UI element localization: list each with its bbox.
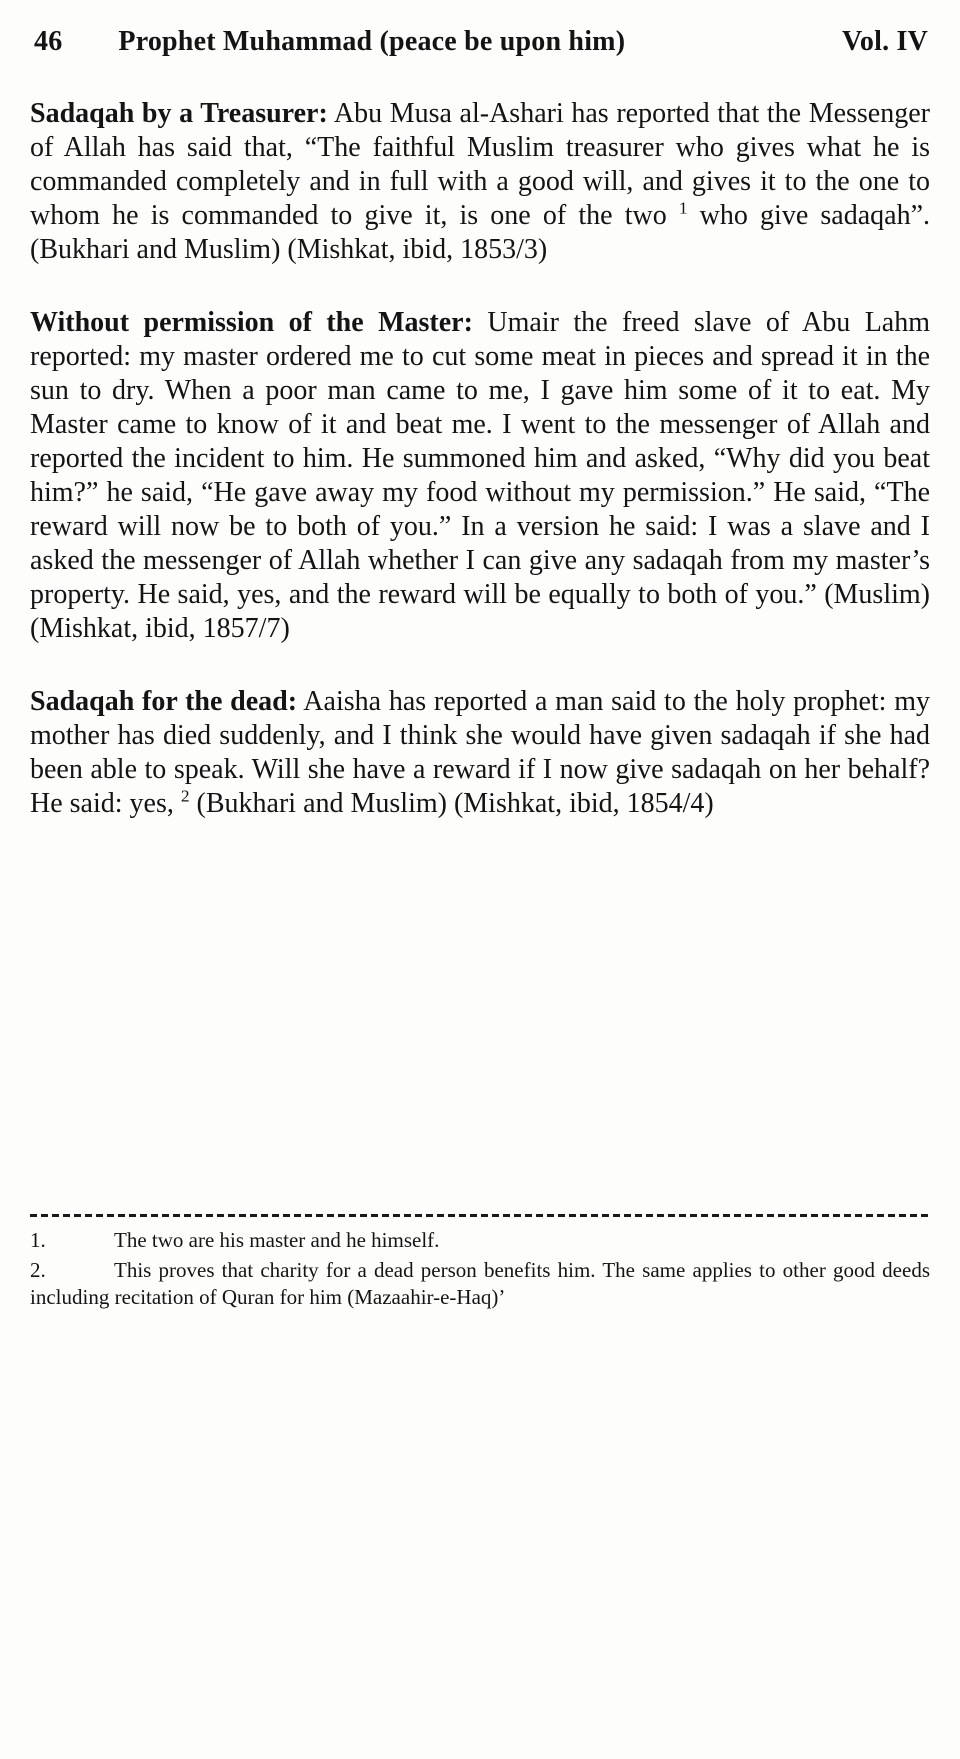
paragraph-text: Umair the freed slave of Abu Lahm reported: my master ordered me to cut some meat in pieces and spread it in the sun to dry. When a poor man came to me, I gave him some of it to eat. My Master came to know of it and beat me. I went to the messenger of Allah and reported the incident to him. He summoned him and asked, “Why did you beat him?” he said, “He gave away my food without my permission.” He said, “The reward will now be to both of you.” In a version he said: I was a slave and I asked the messenger of Allah whether I can give any sadaqah from my master’s property. He said, yes, and the reward will be equally to both of you.” (Muslim) (Mishkat, ibid, 1857/7): [30, 307, 931, 644]
paragraph-without-permission: [30, 306, 930, 646]
footnote-divider: [30, 1214, 930, 1217]
footnote-text: This proves that charity for a dead person benefits him. The same applies to other good deeds including recitation of Quran for him (Mazaahir-e-Haq)’: [30, 1258, 930, 1309]
page-number: 46: [34, 26, 63, 57]
footnote-2: [30, 1257, 930, 1311]
footnote-ref-2: 2: [180, 786, 190, 806]
page-header: [0, 0, 960, 58]
footnote-text: The two are his master and he himself.: [114, 1228, 440, 1252]
volume-label: Vol. IV: [842, 26, 928, 57]
paragraph-lead: Without permission of the Master:: [30, 307, 473, 338]
footnote-number: 1.: [30, 1228, 46, 1252]
paragraph-text: Aaisha has reported a man said to the holy prophet: my mother has died suddenly, and I think she would have given sadaqah if she had been able to speak. Will she have a reward if I now give sadaqah on her behalf? He said: yes,: [30, 686, 930, 819]
page-body: [0, 97, 960, 821]
paragraph-text: who give sadaqah”. (Bukhari and Muslim) (Mishkat, ibid, 1853/3): [30, 200, 930, 265]
paragraph-lead: Sadaqah for the dead:: [30, 686, 298, 717]
paragraph-lead: Sadaqah by a Treasurer:: [30, 98, 328, 129]
footnote-number: 2.: [30, 1258, 46, 1282]
footnote-ref-1: 1: [678, 198, 688, 218]
paragraph-text: (Bukhari and Muslim) (Mishkat, ibid, 1854/4): [189, 788, 714, 819]
footnote-1: [30, 1227, 930, 1254]
footnote-area: [30, 1214, 930, 1311]
paragraph-text: Abu Musa al-Ashari has reported that the Messenger of Allah has said that, “The faithful Muslim treasurer who gives what he is commanded completely and in full with a good will, and gives it to the one to whom he is commanded to give it, is one of the two: [30, 98, 930, 231]
paragraph-sadaqah-by-a-treasurer: [30, 97, 930, 267]
page-title: Prophet Muhammad (peace be upon him): [118, 26, 626, 57]
paragraph-sadaqah-for-the-dead: [30, 685, 930, 821]
